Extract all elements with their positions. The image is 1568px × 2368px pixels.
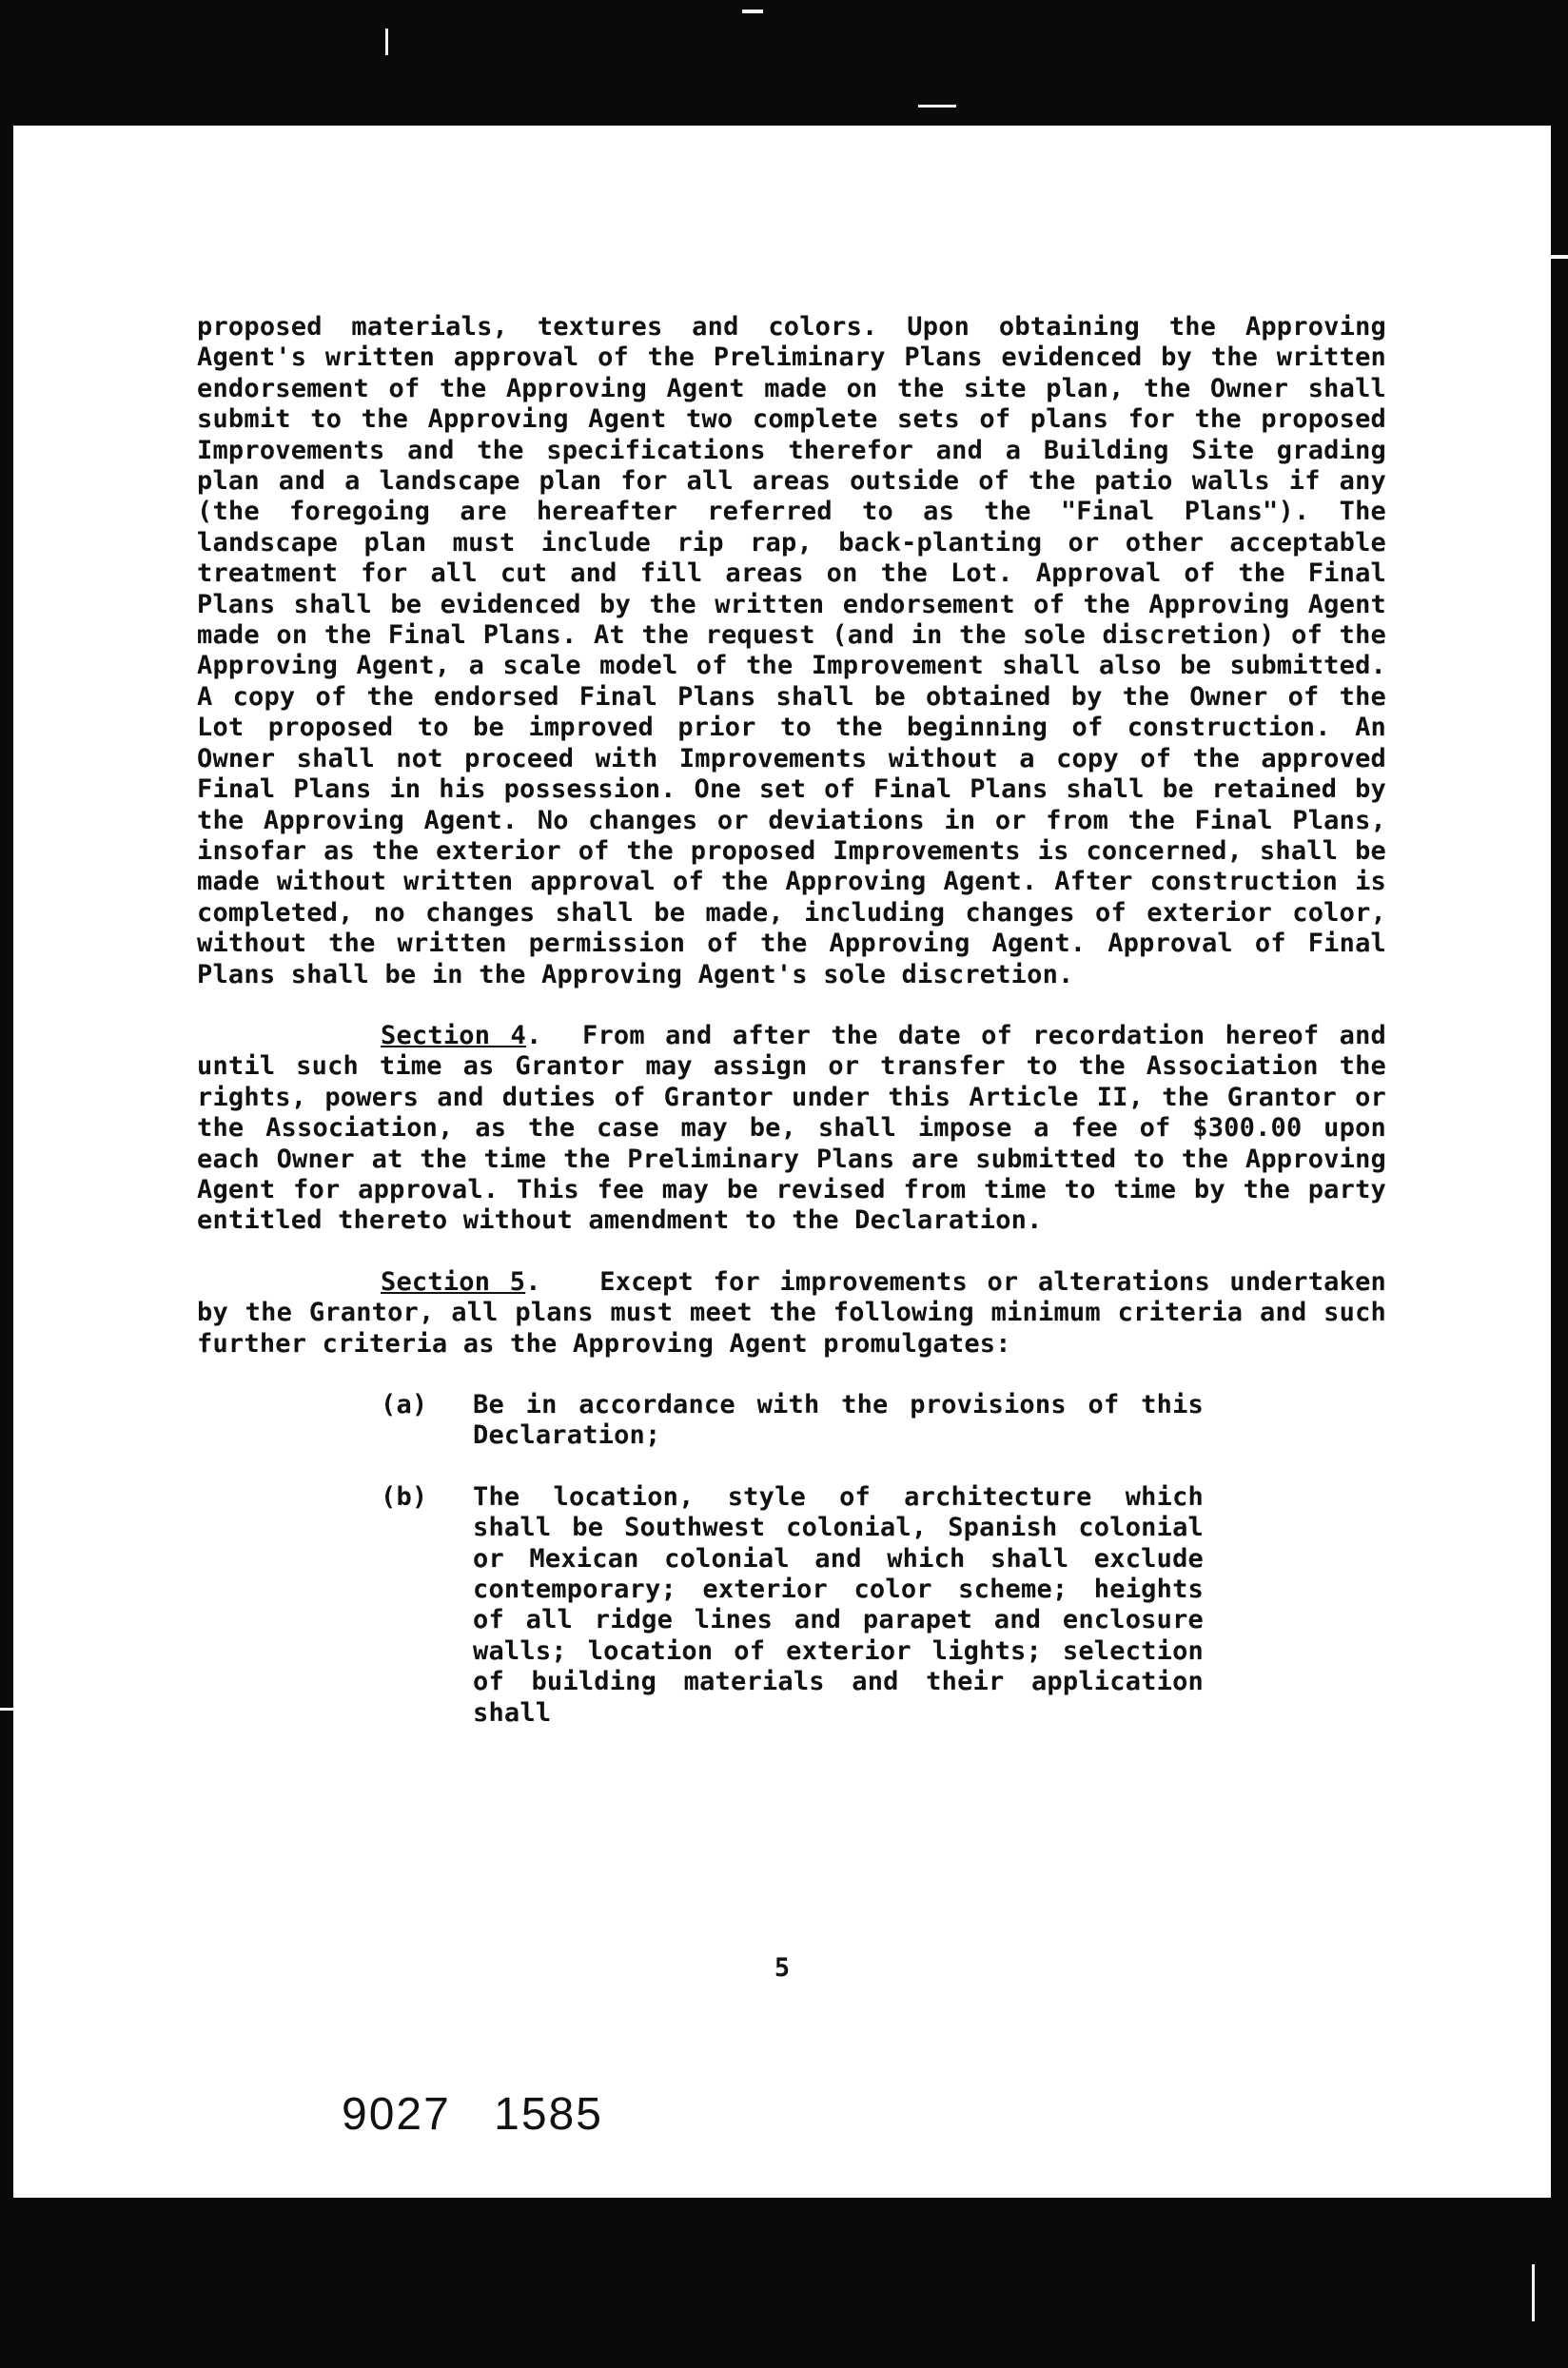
list-item: [197, 1390, 1386, 1452]
scan-artifact: [385, 29, 388, 55]
list-item-text: The location, style of architecture which shall be Southwest colonial, Spanish colonial or Mexican colonial and which shall exclude contemporary; exterior color scheme; heights of all ridge lines and parapet and enclosure walls; location of exterior lights; selection of building materials and their application shall: [473, 1481, 1204, 1728]
scan-artifact: [918, 105, 956, 108]
scan-artifact: [1532, 2264, 1535, 2321]
scan-artifact: [742, 10, 763, 13]
list-item-label: (a): [381, 1390, 428, 1419]
scan-artifact: [1549, 255, 1568, 259]
criteria-list: [197, 1390, 1386, 1729]
list-item-label: (b): [381, 1481, 428, 1512]
document-page: [13, 126, 1551, 2198]
section-4-paragraph: Section 4. From and after the date of recordation hereof and until such time as Grantor may assign or transfer to the Association the rights, powers and duties of Grantor under this Article II, the Grantor or the Association, as the case may be, shall impose a fee of $300.00 upon each Owner at the time the Preliminary Plans are submitted to the Approving Agent for approval. This fee may be revised from time to time by the party entitled thereto without amendment to the Declaration.: [197, 1020, 1386, 1236]
recording-number: 9027 1585: [342, 2089, 603, 2140]
section-4-heading: Section 4: [381, 1020, 526, 1050]
page-number: 5: [774, 1953, 791, 1983]
list-item: [197, 1482, 1386, 1729]
section-5-heading: Section 5: [381, 1266, 526, 1297]
section-5-text: Except for improvements or alterations undertaken by the Grantor, all plans must meet the following minimum criteria and such further criteria as the Approving Agent promulgates:: [197, 1266, 1386, 1359]
paragraph-continuation: proposed materials, textures and colors. Upon obtaining the Approving Agent's written approval of the Preliminary Plans evidenced by the written endorsement of the Approving Agent made on the site plan, the Owner shall submit to the Approving Agent two complete sets of plans for the proposed Improvements and the specifications therefor and a Building Site grading plan and a landscape plan for all areas outside of the patio walls if any (the foregoing are hereafter referred to as the "Final Plans"). The landscape plan must include rip rap, back-planting or other acceptable treatment for all cut and fill areas on the Lot. Approval of the Final Plans shall be evidenced by the written endorsement of the Approving Agent made on the Final Plans. At the request (and in the sole discretion) of the Approving Agent, a scale model of the Improvement shall also be submitted. A copy of the endorsed Final Plans shall be obtained by the Owner of the Lot proposed to be improved prior to the beginning of construction. An Owner shall not proceed with Improvements without a copy of the approved Final Plans in his possession. One set of Final Plans shall be retained by the Approving Agent. No changes or deviations in or from the Final Plans, insofar as the exterior of the proposed Improvements is concerned, shall be made without written approval of the Approving Agent. After construction is completed, no changes shall be made, including changes of exterior color, without the written permission of the Approving Agent. Approval of Final Plans shall be in the Approving Agent's sole discretion.: [197, 312, 1386, 989]
list-item-text: Be in accordance with the provisions of this Declaration;: [473, 1390, 1204, 1451]
section-4-text: From and after the date of recordation hereof and until such time as Grantor may assign or transfer to the Association the rights, powers and duties of Grantor under this Article II, the Grantor or the Association, as the case may be, shall impose a fee of $300.00 upon each Owner at the time the Preliminary Plans are submitted to the Approving Agent for approval. This fee may be revised from time to time by the party entitled thereto without amendment to the Declaration.: [197, 1020, 1386, 1236]
document-body: [197, 312, 1386, 1759]
scan-artifact: [0, 1708, 13, 1711]
section-5-paragraph: Section 5. Except for improvements or alterations undertaken by the Grantor, all plans must meet the following minimum criteria and such further criteria as the Approving Agent promulgates:: [197, 1266, 1386, 1359]
